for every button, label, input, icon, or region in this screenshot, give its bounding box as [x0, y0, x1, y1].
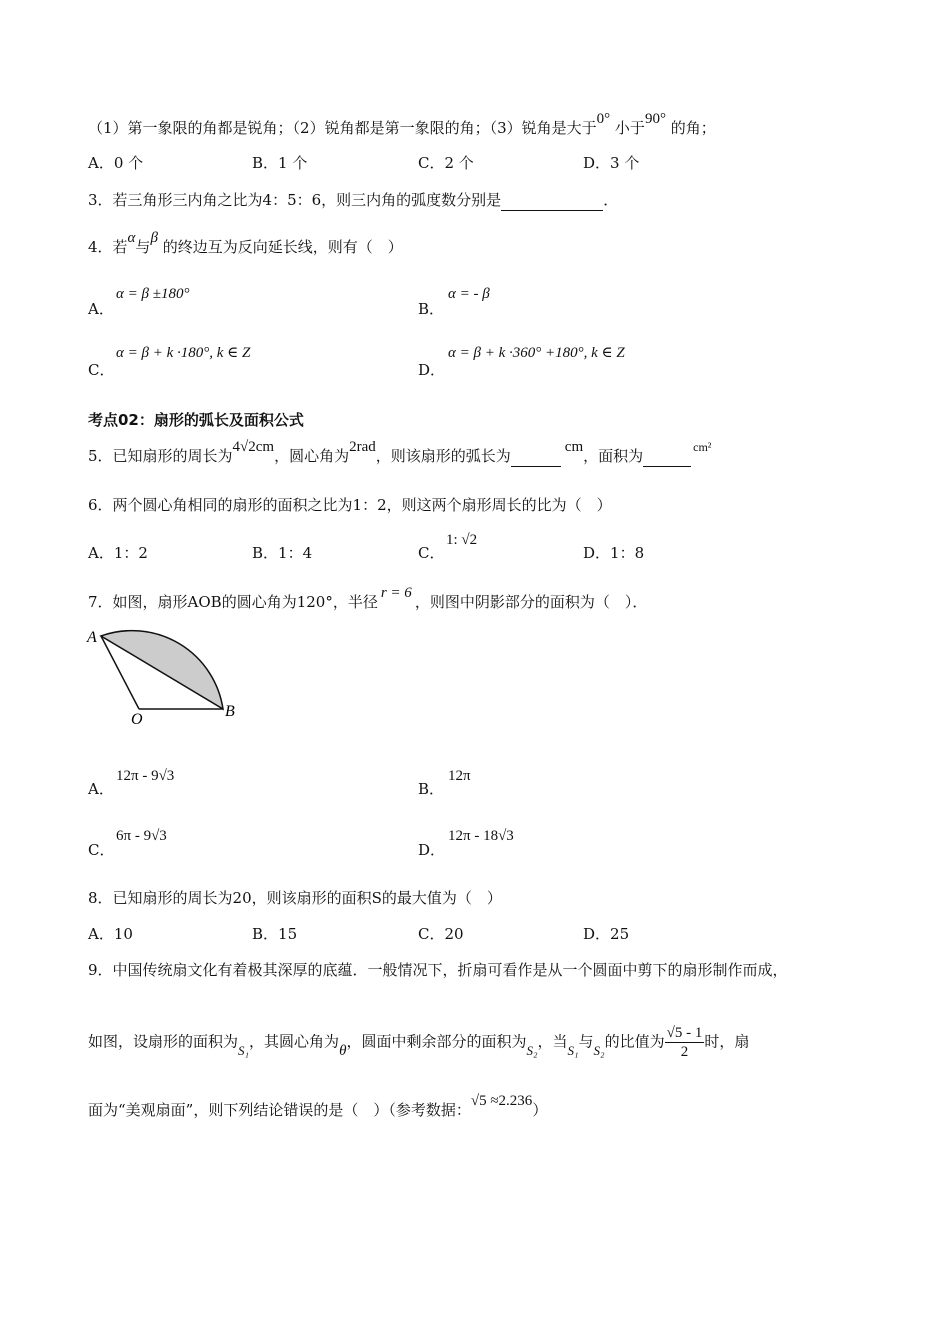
- q5-arc-blank[interactable]: [511, 446, 561, 467]
- q9-line3: [88, 1093, 548, 1121]
- q7-post: ，则图中阴影部分的面积为（ ）．: [414, 593, 648, 611]
- q7-radius: r = 6: [380, 585, 412, 601]
- golden-ratio-fraction: [665, 1024, 705, 1061]
- q4-with: 与: [135, 238, 151, 256]
- q8-option-a[interactable]: A．10: [88, 925, 133, 943]
- section-heading: 考点02：扇形的弧长及面积公式: [88, 411, 304, 429]
- q5-unit-cm2: cm²: [693, 440, 712, 454]
- q1-text2: 小于: [614, 119, 645, 137]
- q9-s2-again: S₂: [593, 1042, 605, 1058]
- q9-line2-e: 与: [578, 1032, 594, 1051]
- q1-deg90: 90°: [644, 111, 666, 127]
- q9-theta: θ: [339, 1042, 347, 1059]
- q1-option-b[interactable]: B．1 个: [252, 154, 308, 172]
- q9-line2-a: 如图，设扇形的面积为: [88, 1032, 239, 1051]
- q6-option-a[interactable]: A．1：2: [88, 544, 148, 562]
- q9-line2-d: ，当: [537, 1032, 568, 1051]
- q8-option-b[interactable]: B．15: [252, 925, 298, 943]
- q4-alpha: α: [127, 230, 136, 246]
- q6-option-c-label[interactable]: C．: [418, 544, 445, 562]
- q4-option-d-formula: α = β + k ·360° +180°, k ∈ Z: [448, 345, 625, 361]
- q5-mid3: ，面积为: [583, 447, 644, 465]
- fraction-denominator: 2: [680, 1044, 689, 1060]
- q8-option-c[interactable]: C．20: [418, 925, 464, 943]
- q4-option-b-formula: α = - β: [448, 286, 490, 302]
- q7-option-d-label[interactable]: D．: [418, 841, 446, 859]
- q8-question: 8．已知扇形的周长为20，则该扇形的面积S的最大值为（ ）: [88, 889, 502, 907]
- q9-line2-c: ，圆面中剩余部分的面积为: [346, 1032, 527, 1051]
- q5-perimeter: 4√2cm: [232, 439, 275, 455]
- q5-area-blank[interactable]: [643, 446, 691, 467]
- q1-deg0: 0°: [596, 111, 611, 127]
- label-b: B: [225, 703, 235, 720]
- q9-s1: S₁: [238, 1042, 250, 1058]
- label-o: O: [131, 711, 143, 728]
- q4-pre: 4．若: [88, 238, 128, 256]
- q1-text3: 的角；: [670, 119, 716, 137]
- q7-option-d-formula: 12π - 18√3: [448, 828, 514, 844]
- q7-option-b-label[interactable]: B．: [418, 780, 445, 798]
- q1-text1: （1）第一象限的角都是锐角；（2）锐角都是第一象限的角；（3）锐角是大于: [88, 119, 597, 137]
- q9-line2: [88, 1024, 749, 1061]
- q4-option-d-label[interactable]: D．: [418, 361, 446, 379]
- q7-text: 7．如图，扇形AOB的圆心角为120°，半径: [88, 593, 378, 611]
- q1-option-d[interactable]: D．3 个: [583, 154, 640, 172]
- sector-figure: [85, 620, 245, 730]
- q9-line1: 9．中国传统扇文化有着极其深厚的底蕴．一般情况下，折扇可看作是从一个圆面中剪下的扇形制作而成，: [88, 961, 788, 979]
- q4-option-a-formula: α = β ±180°: [116, 286, 190, 302]
- q9-line2-g: 时，扇: [704, 1032, 750, 1051]
- q3-end: ．: [603, 191, 619, 209]
- q9-s1-again: S₁: [567, 1042, 579, 1058]
- q9-line2-b: ，其圆心角为: [249, 1032, 340, 1051]
- q4-post: 的终边互为反向延长线，则有（ ）: [162, 238, 403, 256]
- q1-option-c[interactable]: C．2 个: [418, 154, 474, 172]
- q5-unit-cm: cm: [564, 439, 584, 455]
- q7-option-a-formula: 12π - 9√3: [116, 768, 175, 784]
- q5-mid1: ，圆心角为: [274, 447, 350, 465]
- q9-s2: S₂: [526, 1042, 538, 1058]
- q3-answer-blank[interactable]: [501, 190, 603, 211]
- fraction-numerator: √5 - 1: [666, 1025, 703, 1041]
- q5-mid2: ，则该扇形的弧长为: [375, 447, 511, 465]
- q3-text: 3．若三角形三内角之比为4：5：6，则三内角的弧度数分别是: [88, 191, 502, 209]
- q9-line2-f: 的比值为: [604, 1032, 665, 1051]
- q5-question: [88, 439, 712, 467]
- q9-line3-b: ）: [532, 1101, 548, 1119]
- label-a: A: [87, 629, 97, 646]
- q8-option-d[interactable]: D．25: [583, 925, 630, 943]
- q1-option-a[interactable]: A．0 个: [88, 154, 144, 172]
- q5-pre: 5．已知扇形的周长为: [88, 447, 233, 465]
- q5-angle: 2rad: [349, 439, 376, 455]
- q6-question: 6．两个圆心角相同的扇形的面积之比为1：2，则这两个扇形周长的比为（ ）: [88, 496, 612, 514]
- q6-option-d[interactable]: D．1：8: [583, 544, 645, 562]
- q6-option-c-formula: 1: √2: [446, 532, 478, 548]
- q4-option-c-formula: α = β + k ·180°, k ∈ Z: [116, 345, 251, 361]
- q7-option-b-formula: 12π: [448, 768, 471, 784]
- q7-question: [88, 585, 648, 613]
- q6-option-b[interactable]: B．1：4: [252, 544, 313, 562]
- q3-question: [88, 190, 618, 211]
- q4-option-c-label[interactable]: C．: [88, 361, 115, 379]
- q4-beta: β: [150, 230, 158, 246]
- q9-reference-value: √5 ≈2.236: [470, 1093, 533, 1109]
- q7-option-a-label[interactable]: A．: [88, 780, 114, 798]
- q9-line3-a: 面为“美观扇面”，则下列结论错误的是（ ）（参考数据：: [88, 1101, 471, 1119]
- q4-option-b-label[interactable]: B．: [418, 300, 445, 318]
- q4-question: [88, 230, 403, 258]
- q7-option-c-label[interactable]: C．: [88, 841, 115, 859]
- q4-option-a-label[interactable]: A．: [88, 300, 114, 318]
- q1-statements: [88, 111, 716, 139]
- q7-option-c-formula: 6π - 9√3: [116, 828, 167, 844]
